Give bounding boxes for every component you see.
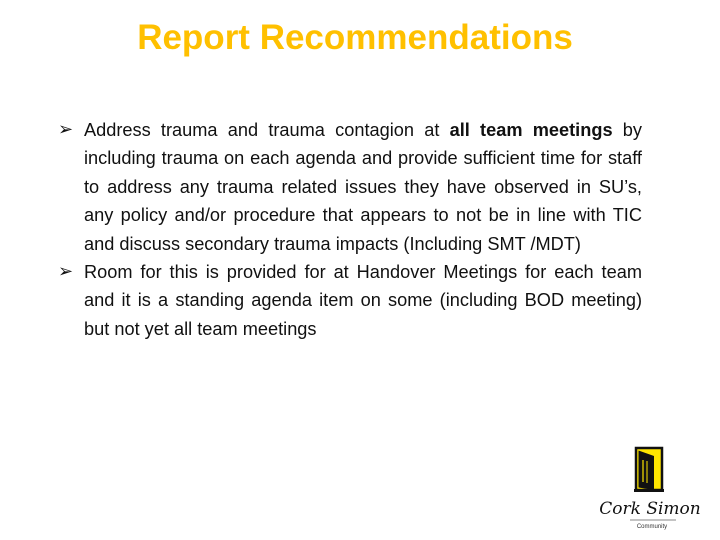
- logo-wordmark: Cork Simon: [600, 499, 700, 519]
- bullet-list: [58, 116, 642, 343]
- bullet-1-text-b: by including trauma on each agenda and provide sufficient time for staff to address any trauma related issues they have observed in SU’s, any policy and/or procedure that appears to not be in line with TIC and discuss secondary trauma impacts (Including SMT /MDT): [84, 120, 643, 254]
- cork-simon-logo: [600, 446, 700, 532]
- logo-tagline: Community: [636, 524, 668, 530]
- bullet-item-1: [58, 116, 642, 258]
- arrow-bullet-icon: ➢: [58, 119, 74, 140]
- bullet-1-text-a: Address trauma and trauma contagion at: [84, 120, 450, 140]
- bullet-2-text: Room for this is provided for at Handover Meetings for each team and it is a standing agenda item on some (including BOD meeting) but not yet all team meetings: [84, 262, 642, 339]
- bullet-item-2: [58, 258, 642, 343]
- bullet-1-bold: all team meetings: [449, 120, 613, 140]
- door-icon: [600, 446, 700, 532]
- arrow-bullet-icon: ➢: [58, 261, 74, 283]
- slide-title: Report Recommendations: [137, 18, 573, 57]
